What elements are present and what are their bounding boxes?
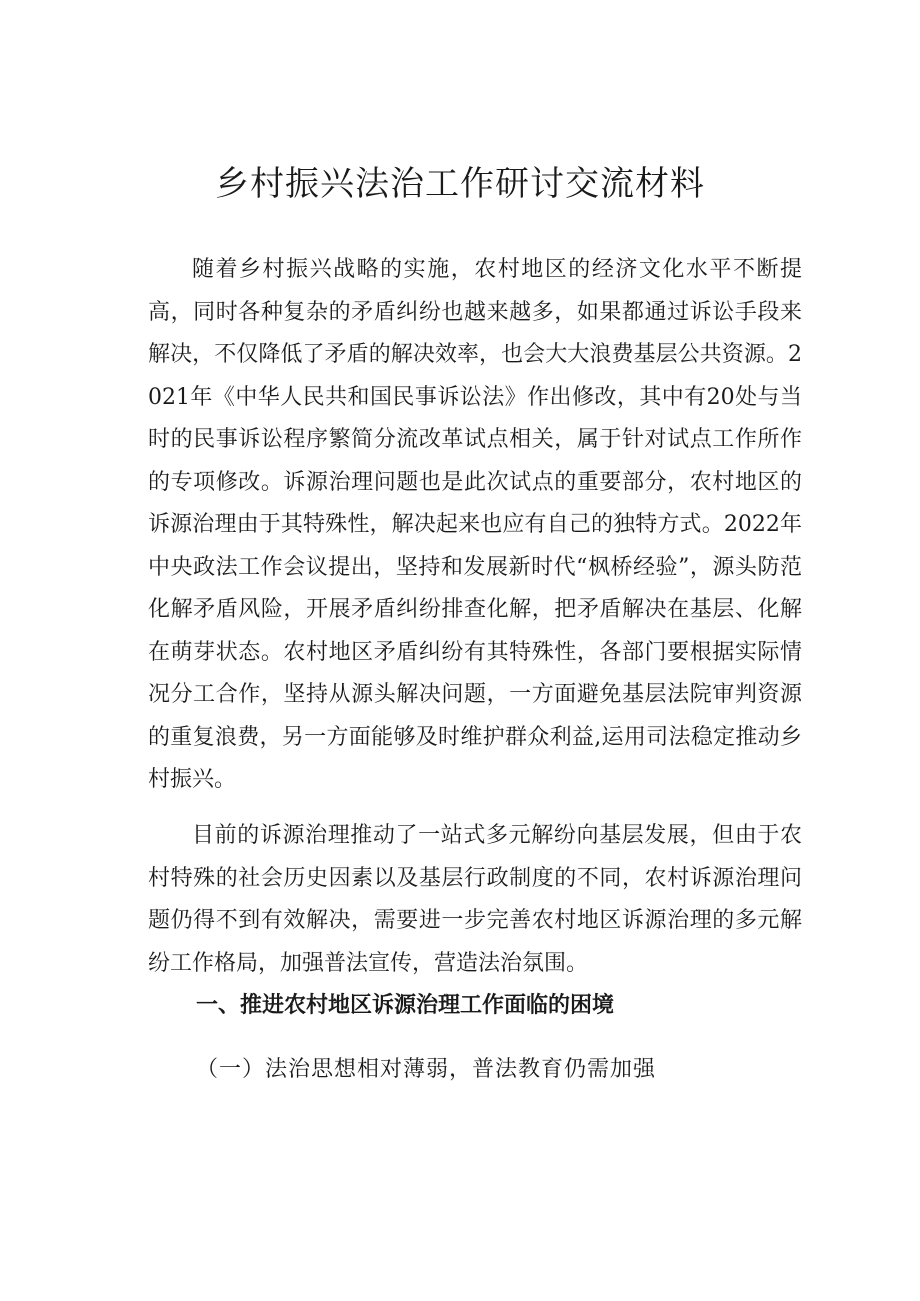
document-title: 乡村振兴法治工作研讨交流材料 <box>215 164 705 204</box>
subsection-heading: （一）法治思想相对薄弱，普法教育仍需加强 <box>196 1057 657 1082</box>
body-paragraph-2: 目前的诉源治理推动了一站式多元解纷向基层发展，但由于农村特殊的社会历史因素以及基层行政制度的不同，农村诉源治理问题仍得不到有效解决，需要进一步完善农村地区诉源治理的多元解纷工作格局，加强普法宣传，营造法治氛围。 <box>148 823 802 976</box>
body-paragraph-1: 随着乡村振兴战略的实施，农村地区的经济文化水平不断提高，同时各种复杂的矛盾纠纷也越来越多，如果都通过诉讼手段来解决，不仅降低了矛盾的解决效率，也会大大浪费基层公共资源。2021年《中华人民共和国民事诉讼法》作出修改，其中有20处与当时的民事诉讼程序繁简分流改革试点相关，属于针对试点工作所作的专项修改。诉源治理问题也是此次试点的重要部分，农村地区的诉源治理由于其特殊性，解决起来也应有自己的独特方式。2022年中央政法工作会议提出，坚持和发展新时代“枫桥经验”，源头防范化解矛盾风险，开展矛盾纠纷排查化解，把矛盾解决在基层、化解在萌芽状态。农村地区矛盾纠纷有其特殊性，各部门要根据实际情况分工合作，坚持从源头解决问题，一方面避免基层法院审判资源的重复浪费，另一方面能够及时维护群众利益,运用司法稳定推动乡村振兴。 <box>148 257 802 792</box>
section-heading: 一、推进农村地区诉源治理工作面临的困境 <box>196 993 615 1018</box>
